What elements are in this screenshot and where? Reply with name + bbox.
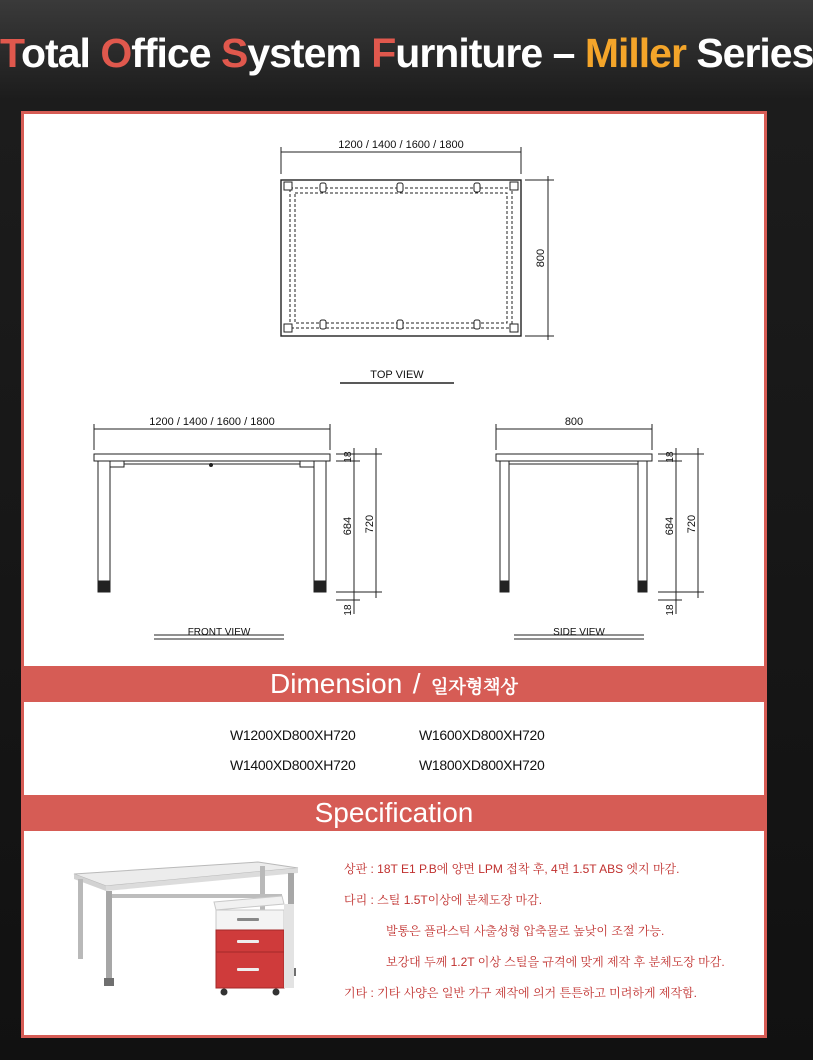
front-view-caption: FRONT VIEW	[187, 627, 251, 638]
spec-line: 상판 : 18T E1 P.B에 양면 LPM 접착 후, 4면 1.5T ABS 엣지 마감.	[344, 862, 680, 876]
desk-product-image	[62, 854, 307, 1004]
front-view-total-height: 720	[364, 514, 376, 534]
content-panel	[21, 111, 767, 1038]
side-view-top-thickness: 18	[665, 451, 676, 463]
size-item: W1400XD800XH720	[230, 757, 356, 773]
spec-line: 다리 : 스틸 1.5T이상에 분체도장 마감.	[344, 893, 543, 907]
top-view-depth-label: 800	[535, 248, 547, 268]
size-list-right	[419, 726, 544, 786]
specification-header	[24, 795, 764, 831]
front-view-width-label: 1200 / 1400 / 1600 / 1800	[149, 416, 275, 428]
top-view-caption: TOP VIEW	[370, 369, 424, 381]
title-word-office: Office	[100, 30, 211, 76]
title-series-name: Miller	[584, 30, 686, 76]
front-view-leg-height: 684	[342, 516, 354, 536]
title-word-total: Total	[0, 30, 90, 76]
spec-line: 기타 : 기타 사양은 일반 가구 제작에 의거 튼튼하고 미려하게 제작함.	[344, 986, 697, 1000]
page-title	[0, 30, 813, 90]
spec-line: 보강대 두께 1.2T 이상 스틸을 규격에 맞게 제작 후 분체도장 마감.	[386, 955, 725, 969]
side-view-total-height: 720	[686, 514, 698, 534]
side-view-foot-height: 18	[665, 604, 676, 616]
size-item: W1800XD800XH720	[419, 757, 545, 773]
specification-title: Specification	[314, 797, 474, 828]
side-view-caption: SIDE VIEW	[553, 627, 605, 638]
front-view-top-thickness: 18	[343, 451, 354, 463]
title-series-word: Series	[696, 30, 813, 76]
top-view-width-label: 1200 / 1400 / 1600 / 1800	[338, 139, 464, 151]
title-dash: –	[552, 30, 575, 76]
title-word-furniture: Furniture	[371, 30, 543, 76]
front-view-drawing	[94, 424, 382, 639]
spec-line: 발통은 플라스틱 사출성형 압축물로 높낮이 조절 가능.	[386, 924, 665, 938]
dimension-header	[24, 666, 764, 702]
specification-list	[344, 861, 725, 1016]
front-view-foot-height: 18	[343, 604, 354, 616]
size-item: W1600XD800XH720	[419, 727, 545, 743]
dimension-subtitle: 일자형책상	[431, 677, 518, 697]
size-list-left	[230, 726, 355, 786]
size-item: W1200XD800XH720	[230, 727, 356, 743]
side-view-depth-label: 800	[564, 416, 584, 428]
technical-drawings	[24, 114, 764, 664]
side-view-leg-height: 684	[664, 516, 676, 536]
dimension-title: Dimension	[270, 668, 403, 699]
dimension-slash: /	[412, 668, 421, 699]
title-word-system: System	[220, 30, 361, 76]
top-view-drawing	[281, 147, 554, 383]
